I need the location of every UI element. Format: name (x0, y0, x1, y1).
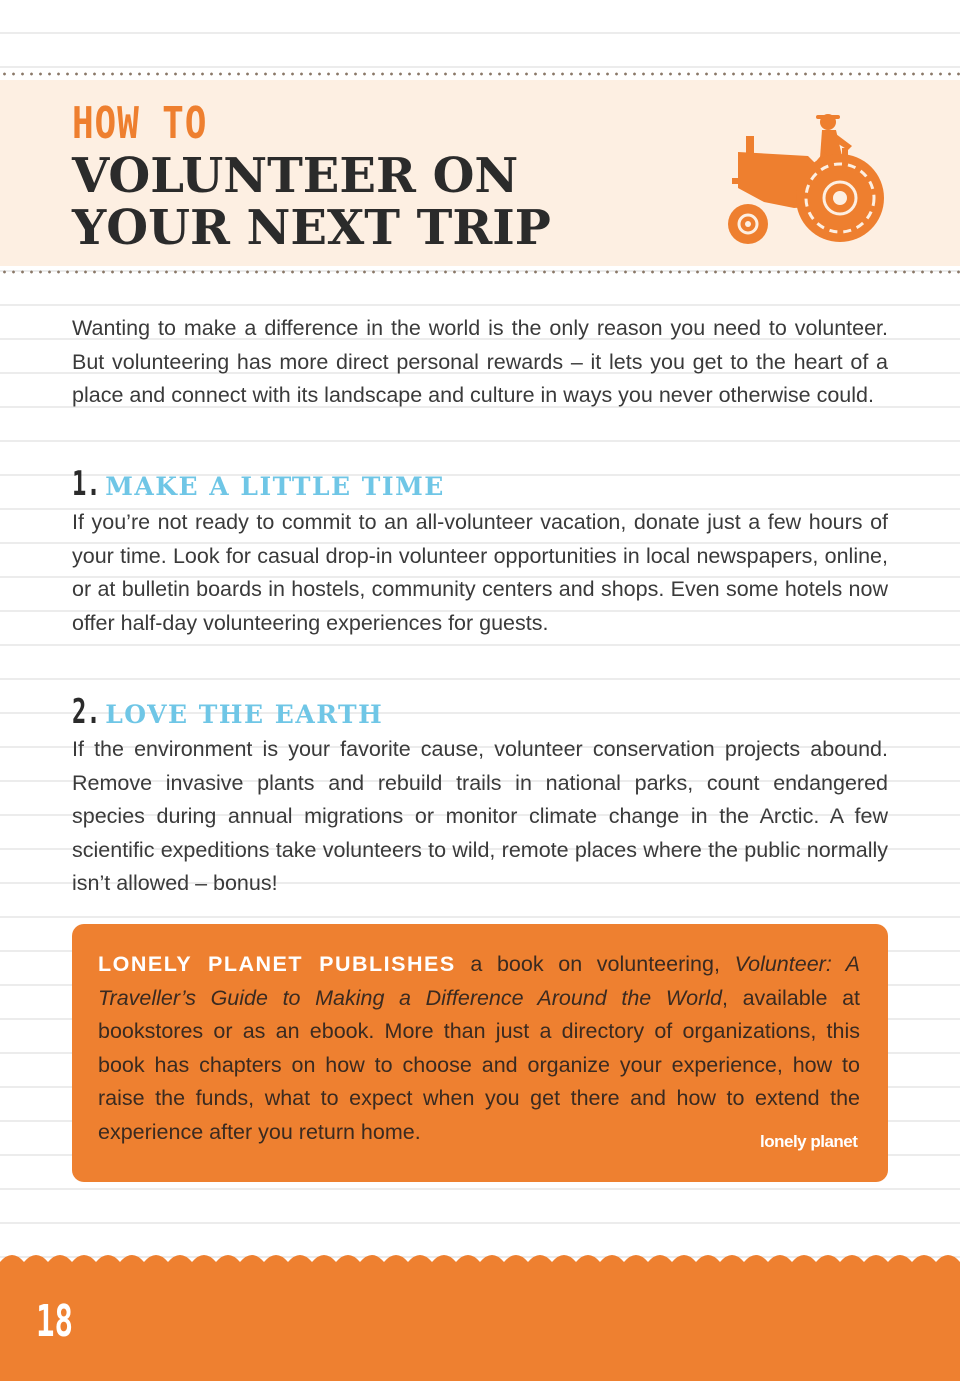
callout-book-title: Volunteer: A Traveller’s Guide to Making a Difference Around the World (98, 952, 860, 1010)
page-title (72, 150, 551, 254)
section-2-body: If the environment is your favorite cause, volunteer conservation projects abound. Remove invasive plants and rebuild trails in national parks, count endangered species during annual migrations or monitor climate change in the Arctic. A few scientific expeditions take volunteers to wild, remote places where the public normally isn’t allowed – bonus! (72, 737, 888, 896)
section-2-heading (72, 692, 383, 732)
callout-text-before: a book on volunteering, (455, 952, 735, 976)
callout-box (72, 924, 888, 1182)
section-2-number: 2. (72, 692, 101, 732)
title-kicker: HOW TO (72, 98, 208, 149)
page-number: 18 (36, 1296, 74, 1347)
section-1-heading (72, 464, 445, 504)
bottom-dotted-rule (0, 270, 960, 274)
section-1-body: If you’re not ready to commit to an all-volunteer vacation, donate just a few hours of your time. Look for casual drop-in volunteer opportunities in local newspapers, online, or at bulletin boards in hostels, community centers and shops. Even some hotels now offer half-day volunteering experiences for guests. (72, 510, 888, 635)
intro-paragraph: Wanting to make a difference in the world is the only reason you need to volunteer. But volunteering has more direct personal rewards – it lets you get to the heart of a place and connect with its landscape and culture in ways you never otherwise could. (72, 316, 888, 408)
section-2-title: LOVE THE EARTH (105, 700, 384, 729)
section-1-number: 1. (72, 464, 101, 504)
tractor-icon (724, 112, 894, 248)
lonely-planet-logo: lonely planet (760, 1132, 858, 1151)
top-dotted-rule (0, 72, 960, 76)
callout-text-after: , available at bookstores or as an ebook. More than just a directory of organizations, this book has chapters on how to choose and organize your experience, how to raise the funds, what to expect when you get there and how to extend the experience after you return home. (98, 985, 860, 1144)
page-title-line1: VOLUNTEER ON (72, 148, 519, 204)
footer-band (0, 1246, 960, 1381)
callout-text (98, 948, 860, 1150)
page-title-line2: YOUR NEXT TRIP (72, 200, 551, 256)
section-1-title: MAKE A LITTLE TIME (105, 472, 445, 501)
callout-lead: LONELY PLANET PUBLISHES (98, 952, 456, 976)
